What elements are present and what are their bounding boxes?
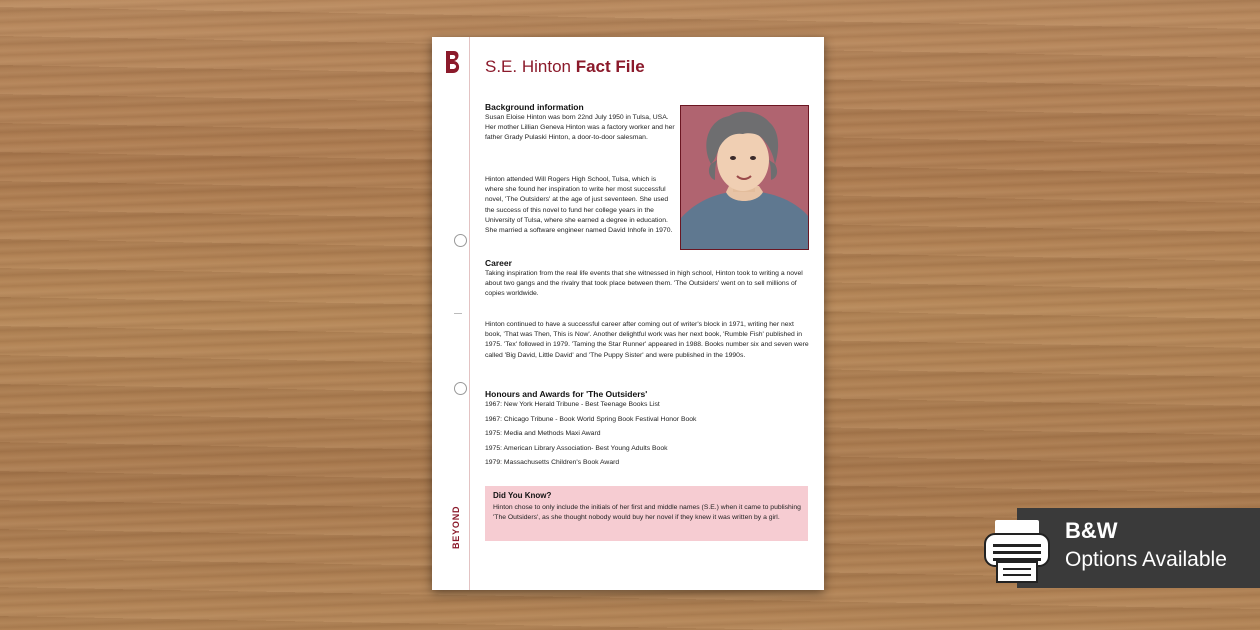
- fact-file-sheet: [432, 37, 824, 590]
- did-you-know-text: Hinton chose to only include the initials of her first and middle names (S.E.) when it came to publishing 'The Outsiders', as she thought nobody would buy her novel if they knew it was written by a girl.: [493, 504, 801, 522]
- background-para-1: Susan Eloise Hinton was born 22nd July 1950 in Tulsa, USA. Her mother Lillian Geneva Hinton was a factory worker and her father Grady Pulaski Hinton, a door-to-door salesman.: [485, 114, 675, 142]
- award-item: 1967: New York Herald Tribune - Best Teenage Books List: [485, 401, 660, 408]
- punch-hole: [454, 382, 467, 395]
- beyond-logo-icon: [443, 49, 463, 75]
- award-item: 1967: Chicago Tribune - Book World Spring Book Festival Honor Book: [485, 415, 697, 423]
- career-heading: Career: [485, 258, 512, 268]
- award-item: 1975: Media and Methods Maxi Award: [485, 430, 601, 437]
- printer-icon: [981, 518, 1053, 584]
- did-you-know-box: [485, 486, 808, 541]
- side-label: BEYOND: [451, 505, 461, 549]
- punch-hole: [454, 234, 467, 247]
- title-prefix: S.E. Hinton: [485, 57, 576, 76]
- badge-line-1: B&W: [1065, 518, 1118, 543]
- awards-list: [485, 401, 696, 474]
- background-heading: Background information: [485, 102, 584, 112]
- margin-line: [469, 37, 470, 590]
- portrait-illustration: [681, 106, 808, 249]
- career-para-2: Hinton continued to have a successful career after coming out of writer's block in 1971, writing her next book, 'That was Then, This is Now'. Another delightful work was her next book, 'Rumble Fish' published in 1975. 'Tex' followed in 1979. 'Taming the Star Runner' appeared in 1988. Books number six and seven were called 'Big David, Little David' and 'The Puppy Sister' and were published in the 1990s.: [485, 321, 809, 359]
- bw-options-badge: [1017, 508, 1260, 588]
- author-portrait: [680, 105, 809, 250]
- badge-line-2: Options Available: [1065, 548, 1227, 571]
- award-item: 1979: Massachusetts Children's Book Award: [485, 459, 620, 466]
- fold-mark: [454, 313, 462, 314]
- did-you-know-heading: Did You Know?: [493, 491, 552, 500]
- background-para-2: Hinton attended Will Rogers High School, Tulsa, which is where she found her inspiration to write her most successful novel, 'The Outsiders' at the age of just seventeen. She used the success of this novel to fund her college years in the University of Tulsa, where she earned a degree in education. She married a software engineer named David Inhofe in 1970.: [485, 176, 673, 235]
- title-bold: Fact File: [575, 57, 645, 76]
- honours-heading: Honours and Awards for 'The Outsiders': [485, 389, 648, 399]
- page-title: [485, 57, 645, 77]
- award-item: 1975: American Library Association- Best Young Adults Book: [485, 444, 668, 452]
- career-para-1: Taking inspiration from the real life events that she witnessed in high school, Hinton took to writing a novel about two gangs and the rivalry that took place between them. 'The Outsiders' went on to sell millions of copies worldwide.: [485, 270, 803, 298]
